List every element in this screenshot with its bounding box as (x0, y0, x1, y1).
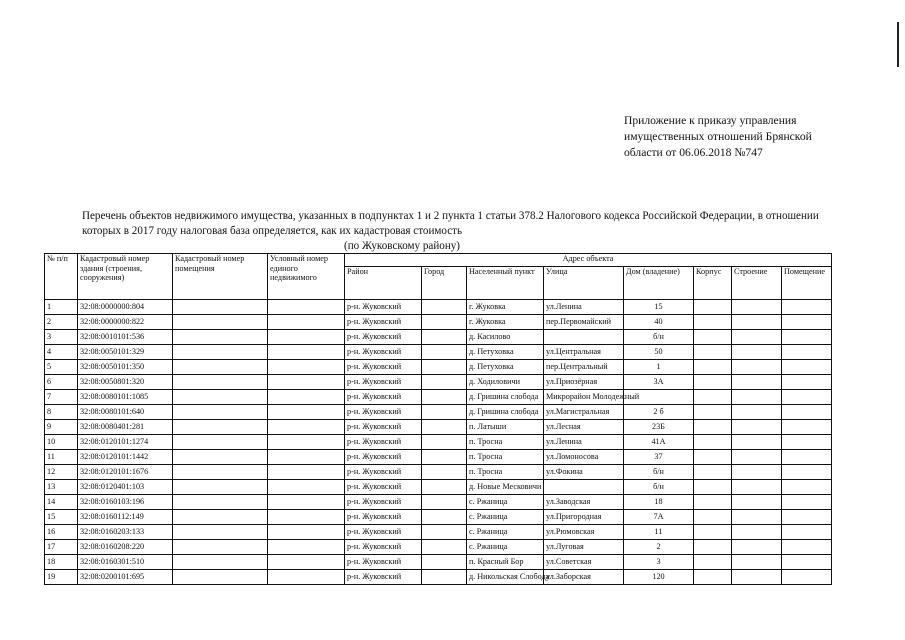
cell-stroenie (732, 300, 782, 315)
cell-building-cadastral: 32:08:0050101:329 (78, 345, 173, 360)
cell-conditional-number (268, 480, 345, 495)
cell-pomeshchenie (782, 420, 832, 435)
table-row (45, 300, 832, 315)
header-district: Район (345, 267, 422, 300)
cell-settlement: п. Тросна (467, 465, 544, 480)
cell-num: 15 (45, 510, 78, 525)
cell-pomeshchenie (782, 435, 832, 450)
cell-pomeshchenie (782, 570, 832, 585)
table-row (45, 480, 832, 495)
table-row (45, 540, 832, 555)
cell-building-cadastral: 32:08:0160203:133 (78, 525, 173, 540)
cell-pomeshchenie (782, 360, 832, 375)
cell-district: р-н. Жуковский (345, 360, 422, 375)
cell-num: 14 (45, 495, 78, 510)
cell-num: 6 (45, 375, 78, 390)
cell-room-cadastral (173, 525, 268, 540)
cell-street (544, 330, 624, 345)
cell-num: 9 (45, 420, 78, 435)
cell-city (422, 300, 467, 315)
cell-num: 3 (45, 330, 78, 345)
cell-city (422, 330, 467, 345)
cell-conditional-number (268, 465, 345, 480)
header-num: № п/п (45, 254, 78, 300)
cell-room-cadastral (173, 345, 268, 360)
cell-house: 23Б (624, 420, 694, 435)
cell-house: 15 (624, 300, 694, 315)
cell-city (422, 465, 467, 480)
cell-district: р-н. Жуковский (345, 570, 422, 585)
cell-city (422, 510, 467, 525)
cell-district: р-н. Жуковский (345, 390, 422, 405)
cell-num: 5 (45, 360, 78, 375)
cell-building-cadastral: 32:08:0080401:281 (78, 420, 173, 435)
cell-city (422, 390, 467, 405)
scan-edge-mark (897, 22, 899, 67)
cell-korpus (694, 360, 732, 375)
cell-house: 2 б (624, 405, 694, 420)
cell-num: 2 (45, 315, 78, 330)
cell-conditional-number (268, 555, 345, 570)
cell-house: 11 (624, 525, 694, 540)
table-row (45, 510, 832, 525)
header-settlement: Населенный пункт (467, 267, 544, 300)
cell-stroenie (732, 315, 782, 330)
cell-conditional-number (268, 525, 345, 540)
cell-num: 19 (45, 570, 78, 585)
cell-settlement: д. Гришина слобода (467, 405, 544, 420)
cell-city (422, 420, 467, 435)
register-body (45, 300, 832, 585)
cell-district: р-н. Жуковский (345, 555, 422, 570)
header-address: Адрес объекта (345, 254, 832, 267)
cell-conditional-number (268, 510, 345, 525)
cell-room-cadastral (173, 465, 268, 480)
cell-building-cadastral: 32:08:0160301:510 (78, 555, 173, 570)
cell-korpus (694, 405, 732, 420)
cell-room-cadastral (173, 315, 268, 330)
cell-street: ул.Ленина (544, 300, 624, 315)
cell-city (422, 405, 467, 420)
cell-district: р-н. Жуковский (345, 300, 422, 315)
cell-num: 16 (45, 525, 78, 540)
cell-building-cadastral: 32:08:0200101:695 (78, 570, 173, 585)
cell-settlement: д. Новые Месковичи (467, 480, 544, 495)
cell-korpus (694, 420, 732, 435)
cell-stroenie (732, 330, 782, 345)
cell-street: ул.Приозёрная (544, 375, 624, 390)
cell-house: б/н (624, 465, 694, 480)
cell-korpus (694, 330, 732, 345)
cell-conditional-number (268, 345, 345, 360)
cell-num: 18 (45, 555, 78, 570)
table-row (45, 495, 832, 510)
cell-conditional-number (268, 420, 345, 435)
cell-house: 120 (624, 570, 694, 585)
cell-street: ул.Пригородная (544, 510, 624, 525)
cell-street: ул.Ломоносова (544, 450, 624, 465)
cell-room-cadastral (173, 480, 268, 495)
header-korpus: Корпус (694, 267, 732, 300)
document-title: Перечень объектов недвижимого имущества, указанных в подпунктах 1 и 2 пункта 1 статьи 378.2 Налогового кодекса Российской Федерации, в отношении которых в 2017 году налоговая база определяется, как их кадастровая стоимость (82, 210, 819, 237)
cell-district: р-н. Жуковский (345, 510, 422, 525)
cell-city (422, 525, 467, 540)
cell-street: ул.Заборская (544, 570, 624, 585)
cell-num: 7 (45, 390, 78, 405)
cell-settlement: п. Красный Бор (467, 555, 544, 570)
cell-city (422, 315, 467, 330)
cell-room-cadastral (173, 510, 268, 525)
cell-city (422, 375, 467, 390)
cell-building-cadastral: 32:08:0000000:822 (78, 315, 173, 330)
cell-city (422, 555, 467, 570)
cell-building-cadastral: 32:08:0160208:220 (78, 540, 173, 555)
cell-stroenie (732, 390, 782, 405)
header-house: Дом (владение) (624, 267, 694, 300)
cell-street: пер.Первомайский (544, 315, 624, 330)
cell-conditional-number (268, 570, 345, 585)
cell-pomeshchenie (782, 345, 832, 360)
cell-street: ул.Советская (544, 555, 624, 570)
cell-district: р-н. Жуковский (345, 420, 422, 435)
cell-house: 41А (624, 435, 694, 450)
cell-korpus (694, 570, 732, 585)
appendix-line-3: области от 06.06.2018 №747 (624, 146, 763, 159)
cell-pomeshchenie (782, 330, 832, 345)
table-row (45, 525, 832, 540)
cell-num: 1 (45, 300, 78, 315)
table-row (45, 465, 832, 480)
cell-house: 2 (624, 540, 694, 555)
cell-room-cadastral (173, 420, 268, 435)
cell-settlement: с. Ржаница (467, 540, 544, 555)
table-row (45, 345, 832, 360)
appendix-line-2: имущественных отношений Брянской (624, 130, 812, 143)
cell-settlement: д. Ходиловичи (467, 375, 544, 390)
cell-pomeshchenie (782, 390, 832, 405)
cell-pomeshchenie (782, 525, 832, 540)
cell-building-cadastral: 32:08:0160112:149 (78, 510, 173, 525)
cell-korpus (694, 300, 732, 315)
cell-building-cadastral: 32:08:0050801:320 (78, 375, 173, 390)
cell-building-cadastral: 32:08:0080101:640 (78, 405, 173, 420)
cell-district: р-н. Жуковский (345, 480, 422, 495)
cell-city (422, 450, 467, 465)
cell-street: ул.Центральная (544, 345, 624, 360)
cell-house: 3 (624, 555, 694, 570)
cell-korpus (694, 435, 732, 450)
cell-street: ул.Заводская (544, 495, 624, 510)
cell-pomeshchenie (782, 465, 832, 480)
cell-building-cadastral: 32:08:0080101:1085 (78, 390, 173, 405)
cell-city (422, 480, 467, 495)
table-row (45, 435, 832, 450)
cell-house: 7А (624, 510, 694, 525)
cell-stroenie (732, 375, 782, 390)
table-row (45, 420, 832, 435)
table-row (45, 405, 832, 420)
cell-district: р-н. Жуковский (345, 465, 422, 480)
cell-conditional-number (268, 315, 345, 330)
cell-settlement: д. Касилово (467, 330, 544, 345)
cell-stroenie (732, 420, 782, 435)
cell-stroenie (732, 360, 782, 375)
cell-street (544, 480, 624, 495)
header-building-cadastral: Кадастровый номер здания (строения, сооружения) (78, 254, 173, 300)
cell-house: 1 (624, 360, 694, 375)
cell-stroenie (732, 450, 782, 465)
cell-conditional-number (268, 300, 345, 315)
cell-conditional-number (268, 450, 345, 465)
cell-house: 37 (624, 450, 694, 465)
cell-district: р-н. Жуковский (345, 450, 422, 465)
cell-pomeshchenie (782, 555, 832, 570)
cell-room-cadastral (173, 330, 268, 345)
cell-conditional-number (268, 540, 345, 555)
cell-conditional-number (268, 390, 345, 405)
header-pomeshchenie: Помещение (782, 267, 832, 300)
cell-room-cadastral (173, 495, 268, 510)
cell-conditional-number (268, 405, 345, 420)
cell-house: 50 (624, 345, 694, 360)
cell-building-cadastral: 32:08:0050101:350 (78, 360, 173, 375)
table-row (45, 450, 832, 465)
cell-city (422, 360, 467, 375)
cell-pomeshchenie (782, 405, 832, 420)
cell-district: р-н. Жуковский (345, 315, 422, 330)
cell-stroenie (732, 570, 782, 585)
cell-korpus (694, 315, 732, 330)
cell-settlement: д. Петуховка (467, 345, 544, 360)
cell-room-cadastral (173, 450, 268, 465)
cell-pomeshchenie (782, 540, 832, 555)
cell-korpus (694, 525, 732, 540)
cell-pomeshchenie (782, 480, 832, 495)
cell-settlement: г. Жуковка (467, 300, 544, 315)
cell-stroenie (732, 405, 782, 420)
cell-korpus (694, 480, 732, 495)
cell-settlement: п. Латыши (467, 420, 544, 435)
cell-num: 11 (45, 450, 78, 465)
cell-pomeshchenie (782, 450, 832, 465)
cell-street: ул.Рюмовская (544, 525, 624, 540)
cell-stroenie (732, 435, 782, 450)
cell-city (422, 570, 467, 585)
cell-stroenie (732, 525, 782, 540)
cell-num: 12 (45, 465, 78, 480)
cell-korpus (694, 345, 732, 360)
header-street: Улица (544, 267, 624, 300)
cell-street: ул.Лесная (544, 420, 624, 435)
cell-street: пер.Центральный (544, 360, 624, 375)
cell-district: р-н. Жуковский (345, 525, 422, 540)
cell-room-cadastral (173, 570, 268, 585)
cell-pomeshchenie (782, 375, 832, 390)
cell-conditional-number (268, 435, 345, 450)
cell-settlement: с. Ржаница (467, 510, 544, 525)
table-row (45, 330, 832, 345)
cell-district: р-н. Жуковский (345, 345, 422, 360)
cell-stroenie (732, 465, 782, 480)
cell-stroenie (732, 495, 782, 510)
cell-city (422, 345, 467, 360)
cell-district: р-н. Жуковский (345, 375, 422, 390)
table-row (45, 555, 832, 570)
cell-num: 13 (45, 480, 78, 495)
cell-room-cadastral (173, 540, 268, 555)
cell-street: ул.Луговая (544, 540, 624, 555)
cell-house: б/н (624, 480, 694, 495)
cell-building-cadastral: 32:08:0120101:1676 (78, 465, 173, 480)
cell-building-cadastral: 32:08:0120401:103 (78, 480, 173, 495)
cell-conditional-number (268, 495, 345, 510)
cell-house: 3А (624, 375, 694, 390)
cell-korpus (694, 510, 732, 525)
cell-room-cadastral (173, 300, 268, 315)
cell-building-cadastral: 32:08:0160103:196 (78, 495, 173, 510)
cell-building-cadastral: 32:08:0010101:536 (78, 330, 173, 345)
cell-pomeshchenie (782, 300, 832, 315)
cell-street: ул.Ленина (544, 435, 624, 450)
cell-korpus (694, 540, 732, 555)
cell-city (422, 495, 467, 510)
cell-house: б/н (624, 330, 694, 345)
header-stroenie: Строение (732, 267, 782, 300)
cell-conditional-number (268, 330, 345, 345)
cell-stroenie (732, 540, 782, 555)
cell-conditional-number (268, 360, 345, 375)
cell-num: 4 (45, 345, 78, 360)
cell-num: 8 (45, 405, 78, 420)
document-subtitle: (по Жуковскому району) (344, 240, 461, 252)
cell-korpus (694, 465, 732, 480)
cell-korpus (694, 555, 732, 570)
cell-house: 18 (624, 495, 694, 510)
cell-district: р-н. Жуковский (345, 330, 422, 345)
header-conditional-number: Условный номер единого недвижимого (268, 254, 345, 300)
table-row (45, 375, 832, 390)
cell-pomeshchenie (782, 495, 832, 510)
cell-pomeshchenie (782, 510, 832, 525)
cell-settlement: с. Ржаница (467, 525, 544, 540)
cell-district: р-н. Жуковский (345, 435, 422, 450)
cell-room-cadastral (173, 405, 268, 420)
appendix-header (624, 113, 834, 161)
cell-settlement: д. Никольская Слобода (467, 570, 544, 585)
appendix-line-1: Приложение к приказу управления (624, 114, 797, 127)
cell-stroenie (732, 480, 782, 495)
cell-room-cadastral (173, 375, 268, 390)
cell-city (422, 540, 467, 555)
cell-building-cadastral: 32:08:0120101:1442 (78, 450, 173, 465)
table-row (45, 570, 832, 585)
cell-street: ул.Магистральная (544, 405, 624, 420)
cell-district: р-н. Жуковский (345, 405, 422, 420)
cell-building-cadastral: 32:08:0000000:804 (78, 300, 173, 315)
cell-district: р-н. Жуковский (345, 540, 422, 555)
header-room-cadastral: Кадастровый номер помещения (173, 254, 268, 300)
cell-room-cadastral (173, 435, 268, 450)
cell-settlement: с. Ржаница (467, 495, 544, 510)
cell-street: ул.Фокина (544, 465, 624, 480)
cell-room-cadastral (173, 360, 268, 375)
cell-house: 40 (624, 315, 694, 330)
cell-settlement: п. Тросна (467, 435, 544, 450)
cell-settlement: п. Тросна (467, 450, 544, 465)
cell-conditional-number (268, 375, 345, 390)
table-row (45, 390, 832, 405)
cell-building-cadastral: 32:08:0120101:1274 (78, 435, 173, 450)
cell-num: 17 (45, 540, 78, 555)
table-row (45, 315, 832, 330)
cell-korpus (694, 495, 732, 510)
cell-korpus (694, 390, 732, 405)
cell-settlement: г. Жуковка (467, 315, 544, 330)
cell-settlement: д. Петуховка (467, 360, 544, 375)
cell-pomeshchenie (782, 315, 832, 330)
cell-num: 10 (45, 435, 78, 450)
cell-room-cadastral (173, 555, 268, 570)
cell-room-cadastral (173, 390, 268, 405)
table-row (45, 360, 832, 375)
cell-city (422, 435, 467, 450)
cell-street: Микрорайон Молодежный (544, 390, 624, 405)
cell-district: р-н. Жуковский (345, 495, 422, 510)
cell-stroenie (732, 555, 782, 570)
cell-stroenie (732, 510, 782, 525)
cell-korpus (694, 375, 732, 390)
header-city: Город (422, 267, 467, 300)
cell-stroenie (732, 345, 782, 360)
cell-korpus (694, 450, 732, 465)
cell-settlement: д. Гришина слобода (467, 390, 544, 405)
property-register-table (44, 253, 832, 585)
